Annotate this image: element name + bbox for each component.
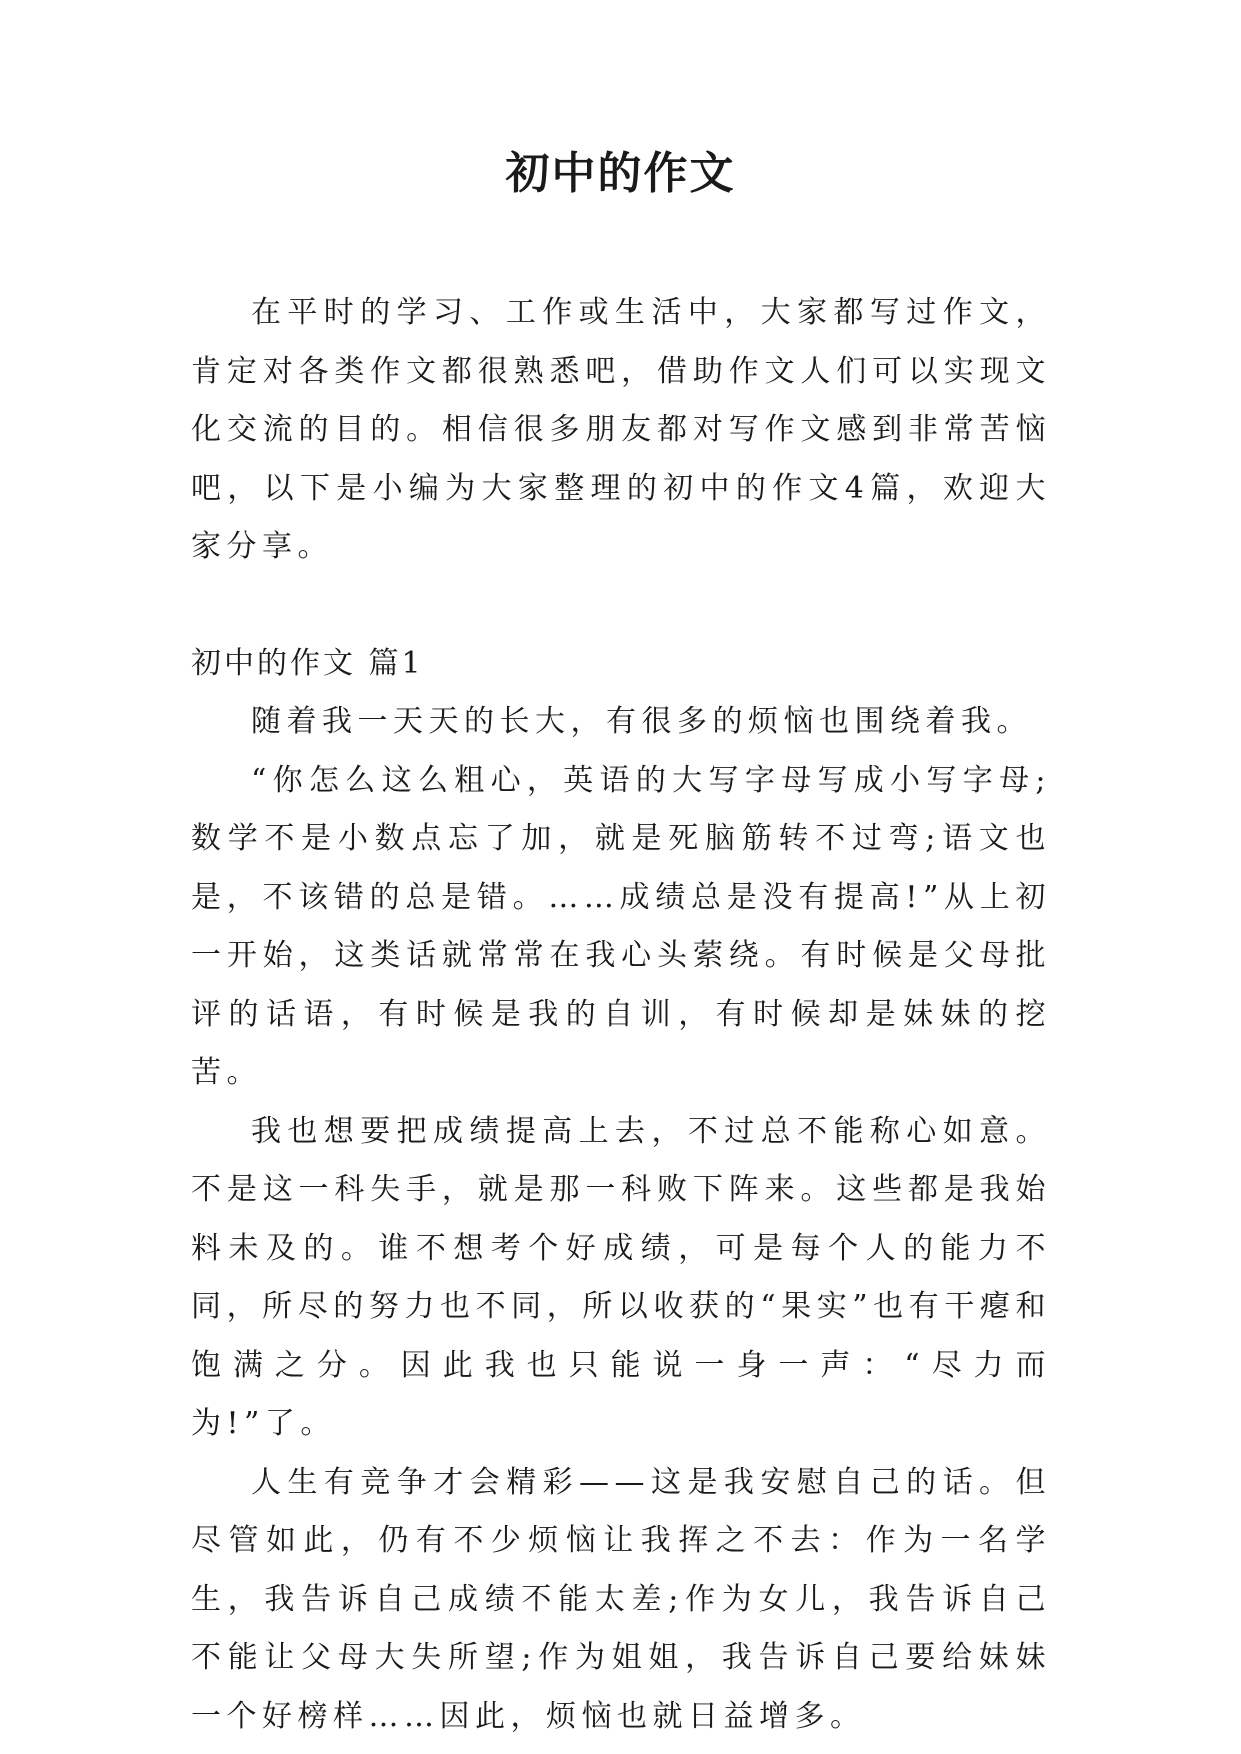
body-paragraph: 我也想要把成绩提高上去，不过总不能称心如意。不是这一科失手，就是那一科败下阵来。这些都是我始料未及的。谁不想考个好成绩，可是每个人的能力不同，所尽的努力也不同，所以收获的“果实”也有干瘪和饱满之分。因此我也只能说一身一声：“尽力而为!”了。	[191, 1113, 1051, 1441]
body-paragraph: “你怎么这么粗心，英语的大写字母写成小写字母;数学不是小数点忘了加，就是死脑筋转不过弯;语文也是，不该错的总是错。……成绩总是没有提高!”从上初一开始，这类话就常常在我心头萦绕。有时候是父母批评的话语，有时候是我的自训，有时候却是妹妹的挖苦。	[191, 762, 1051, 1090]
body-paragraph: 随着我一天天的长大，有很多的烦恼也围绕着我。	[251, 704, 1032, 739]
body-paragraph: 人生有竞争才会精彩——这是我安慰自己的话。但尽管如此，仍有不少烦恼让我挥之不去：作为一名学生，我告诉自己成绩不能太差;作为女儿，我告诉自己不能让父母大失所望;作为姐姐，我告诉自己要给妹妹一个好榜样……因此，烦恼也就日益增多。	[191, 1464, 1051, 1734]
section-heading: 初中的作文 篇1	[191, 645, 424, 681]
document-body	[191, 284, 1051, 1746]
document-title: 初中的作文	[505, 148, 736, 199]
intro-paragraph: 在平时的学习、工作或生活中，大家都写过作文，肯定对各类作文都很熟悉吧，借助作文人们可以实现文化交流的目的。相信很多朋友都对写作文感到非常苦恼吧，以下是小编为大家整理的初中的作文4篇，欢迎大家分享。	[191, 295, 1051, 564]
